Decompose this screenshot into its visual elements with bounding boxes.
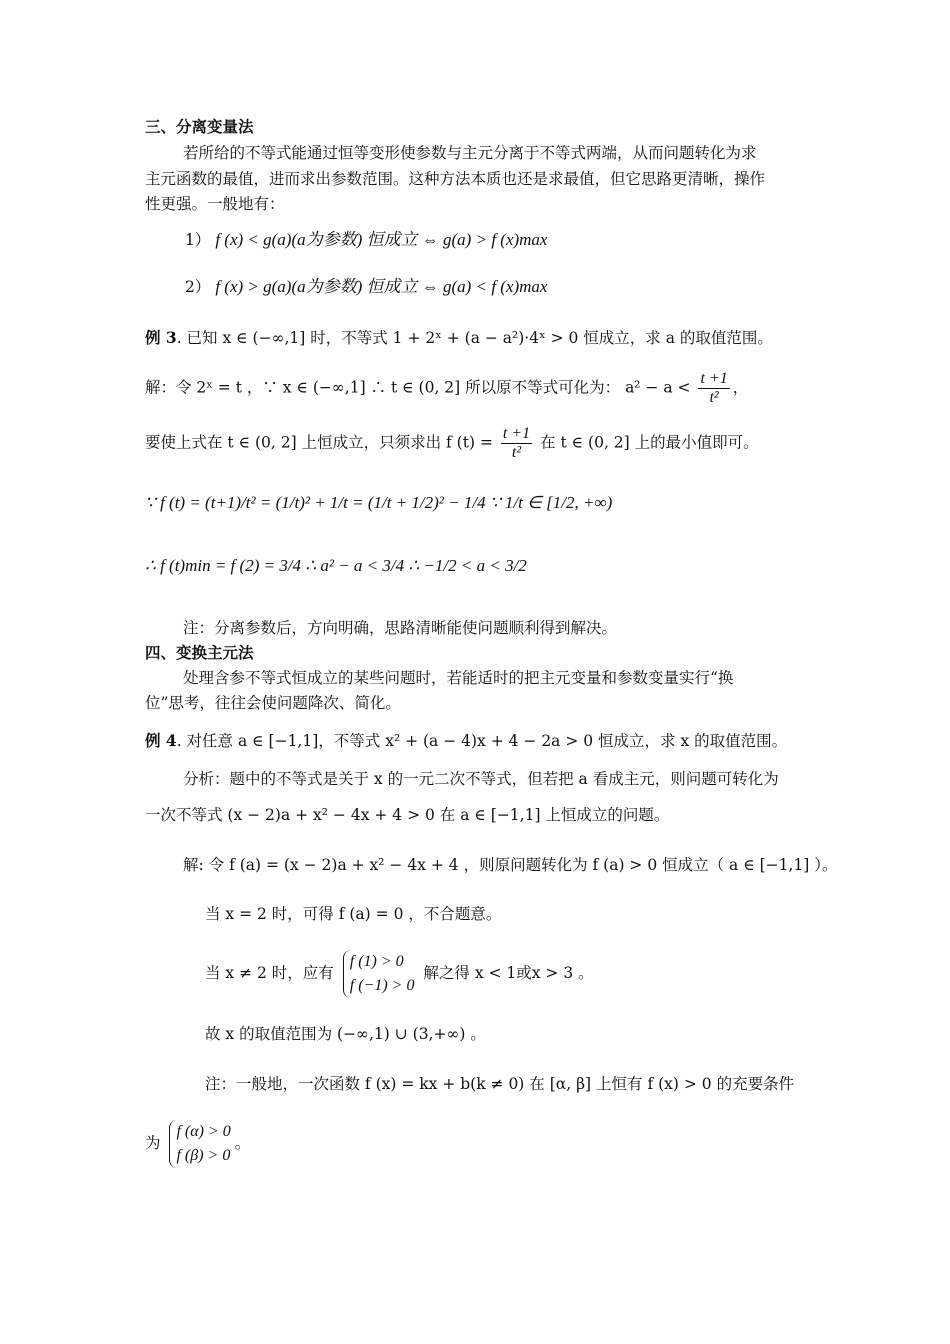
fraction <box>501 425 532 462</box>
system-equation-2: f (β) > 0 <box>176 1147 231 1164</box>
fraction-denominator: t² <box>511 444 522 461</box>
fraction-denominator: t² <box>709 389 719 406</box>
example3-statement <box>145 325 773 351</box>
example4-statement <box>145 728 787 754</box>
example3-solution-line3: ∵ f (t) = (t+1)/t² = (1/t)² + 1/t = (1/t + 1/2)² − 1/4 ∵ 1/t ∈ [1/2, +∞) <box>145 493 613 512</box>
example3-solution-line2 <box>145 425 759 462</box>
rule-2 <box>185 274 547 300</box>
equation-system <box>343 950 415 998</box>
example3-solution-line1 <box>145 370 748 407</box>
section3-para-line2: 主元函数的最值，进而求出参数范围。这种方法本质也还是求最值，但它思路更清晰，操作 <box>145 170 766 188</box>
solution-text: 解之得 x < 1或x > 3 。 <box>423 964 594 982</box>
example3-label: 例 3 <box>145 328 177 347</box>
section4-para-line2: 位”思考，往往会使问题降次、简化。 <box>145 694 401 712</box>
example4-solution-line3 <box>205 950 594 998</box>
solution-text: 要使上式在 t ∈ (0, 2] 上恒成立，只须求出 f (t) = <box>145 433 493 452</box>
system-equation-1: f (1) > 0 <box>349 953 404 970</box>
solution-text: 为 <box>145 1134 161 1152</box>
rule-1 <box>185 227 547 253</box>
fraction-numerator: t +1 <box>502 425 531 442</box>
example3-solution-line4: ∴ f (t)min = f (2) = 3/4 ∴ a² − a < 3/4 ∴ −1/2 < a < 3/2 <box>145 556 527 575</box>
section4-heading: 四、变换主元法 <box>145 643 254 662</box>
example4-analysis-line2: 一次不等式 (x − 2)a + x² − 4x + 4 > 0 在 a ∈ [−1,1] 上恒成立的问题。 <box>145 806 670 824</box>
example4-solution-line1: 解: 令 f (a) = (x − 2)a + x² − 4x + 4 ，则原问题转化为 f (a) > 0 恒成立（ a ∈ [−1,1] ）。 <box>183 856 838 874</box>
example4-analysis-line1: 分析：题中的不等式是关于 x 的一元二次不等式，但若把 a 看成主元，则问题可转化为 <box>183 770 779 788</box>
example4-text: . 对任意 a ∈ [−1,1]，不等式 x² + (a − 4)x + 4 − 2a > 0 恒成立，求 x 的取值范围。 <box>176 732 788 750</box>
section3-heading: 三、分离变量法 <box>145 117 254 136</box>
rule-1-formula: f (x) < g(a)(a为参数) 恒成立 ⇔ g(a) > f (x)max <box>215 230 548 249</box>
example3-note: 注：分离参数后，方向明确，思路清晰能使问题顺利得到解决。 <box>183 619 618 637</box>
punctuation: 。 <box>234 1134 251 1152</box>
fraction <box>698 370 729 407</box>
example4-solution-line2: 当 x = 2 时，可得 f (a) = 0 ，不合题意。 <box>205 905 502 923</box>
section3-para-line3: 性更强。一般地有： <box>145 195 285 213</box>
example4-note-line2 <box>145 1120 250 1168</box>
example4-solution-line4: 故 x 的取值范围为 (−∞,1) ∪ (3,+∞) 。 <box>205 1025 486 1043</box>
solution-text: 解：令 2ˣ = t ，∵ x ∈ (−∞,1] ∴ t ∈ (0, 2] 所以原不等式可化为： a² − a < <box>145 378 691 397</box>
solution-text: 在 t ∈ (0, 2] 上的最小值即可。 <box>540 433 759 452</box>
equation-system <box>169 1120 230 1168</box>
rule-1-number: 1） <box>185 231 211 249</box>
punctuation: ， <box>732 378 749 397</box>
system-equation-2: f (−1) > 0 <box>349 977 415 994</box>
system-equation-1: f (α) > 0 <box>176 1123 231 1140</box>
rule-2-formula: f (x) > g(a)(a为参数) 恒成立 ⇔ g(a) < f (x)max <box>215 277 548 296</box>
section4-para-line1: 处理含参不等式恒成立的某些问题时，若能适时的把主元变量和参数变量实行“换 <box>183 669 734 687</box>
example4-note-line1: 注：一般地，一次函数 f (x) = kx + b(k ≠ 0) 在 [α, β] 上恒有 f (x) > 0 的充要条件 <box>205 1075 795 1093</box>
example4-label: 例 4 <box>145 731 177 750</box>
fraction-numerator: t +1 <box>700 370 728 387</box>
solution-text: 当 x ≠ 2 时，应有 <box>205 964 334 982</box>
example3-text: . 已知 x ∈ (−∞,1] 时，不等式 1 + 2ˣ + (a − a²)·4ˣ > 0 恒成立，求 a 的取值范围。 <box>176 329 773 347</box>
section3-para-line1: 若所给的不等式能通过恒等变形使参数与主元分离于不等式两端，从而问题转化为求 <box>183 144 757 162</box>
rule-2-number: 2） <box>185 278 211 296</box>
